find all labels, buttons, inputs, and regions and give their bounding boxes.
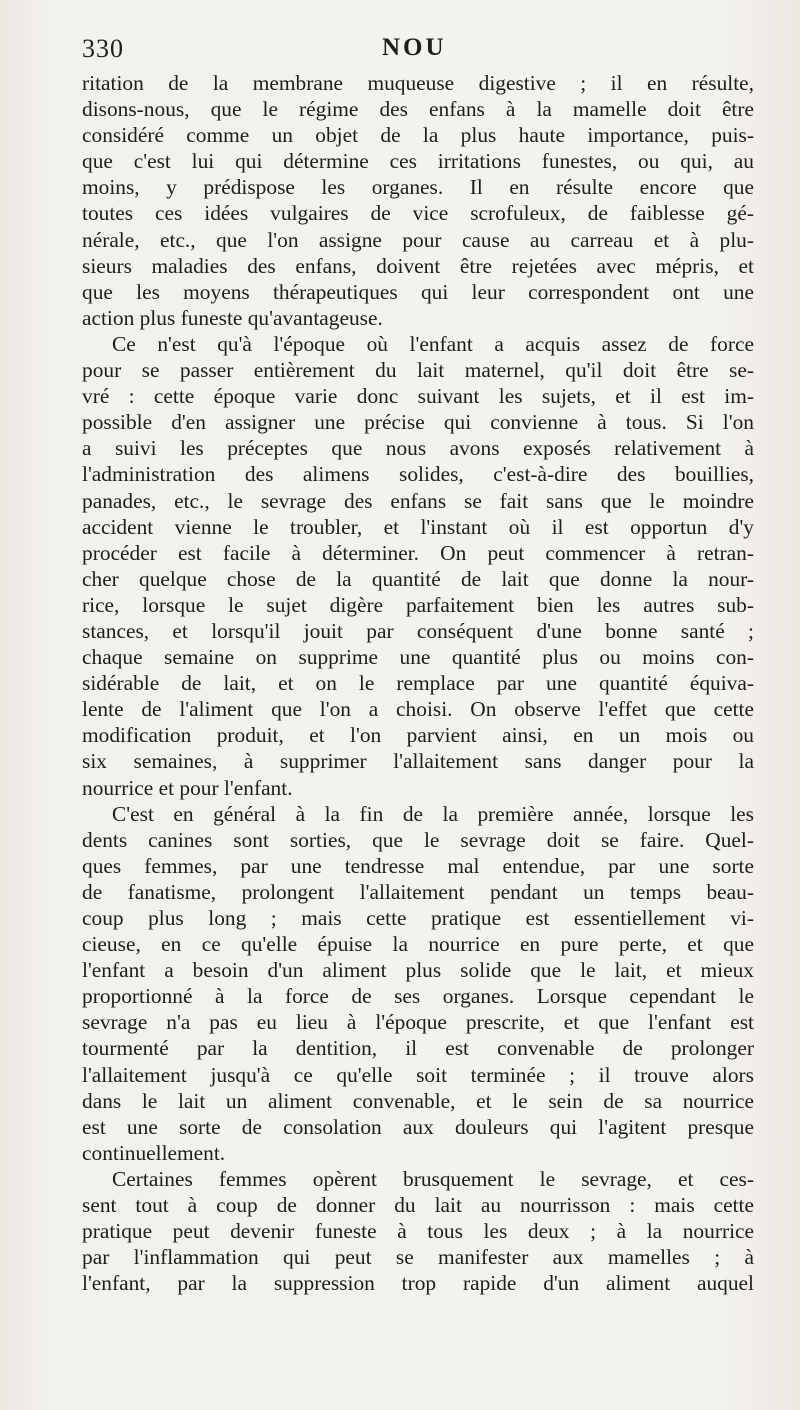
text-line: lente de l'aliment que l'on a choisi. On observe l'effet que cette xyxy=(82,697,754,722)
text-line: que les moyens thérapeutiques qui leur correspondent ont une xyxy=(82,279,754,304)
text-line: panades, etc., le sevrage des enfans se fait sans que le moindre xyxy=(82,488,754,513)
paragraph xyxy=(82,801,754,1166)
text-line: proportionné à la force de ses organes. Lorsque cependant le xyxy=(82,984,754,1009)
running-head: NOU xyxy=(382,34,447,61)
text-line: action plus funeste qu'avantageuse. xyxy=(82,305,383,330)
text-line: l'enfant a besoin d'un aliment plus solide que le lait, et mieux xyxy=(82,958,754,983)
text-line: stances, et lorsqu'il jouit par conséquent d'une bonne santé ; xyxy=(82,618,754,643)
text-line: a suivi les préceptes que nous avons exposés relativement à xyxy=(82,436,754,461)
text-line: modification produit, et l'on parvient ainsi, en un mois ou xyxy=(82,723,754,748)
paragraph xyxy=(82,1166,754,1296)
text-line: coup plus long ; mais cette pratique est essentiellement vi- xyxy=(82,906,754,930)
text-line: continuellement. xyxy=(82,1140,226,1165)
text-line: que c'est lui qui détermine ces irritations funestes, ou qui, au xyxy=(82,149,754,174)
body-text xyxy=(82,70,754,1296)
text-line: disons-nous, que le régime des enfans à la mamelle doit être xyxy=(82,97,754,122)
text-line: nourrice et pour l'enfant. xyxy=(82,775,293,800)
text-line: considéré comme un objet de la plus haute importance, puis- xyxy=(82,123,754,148)
paragraph xyxy=(82,331,754,801)
text-line: rice, lorsque le sujet digère parfaitement bien les autres sub- xyxy=(82,592,754,617)
text-line: pratique peut devenir funeste à tous les deux ; à la nourrice xyxy=(82,1219,754,1244)
text-line: l'allaitement jusqu'à ce qu'elle soit terminée ; il trouve alors xyxy=(82,1062,754,1087)
text-line: par l'inflammation qui peut se manifester aux mamelles ; à xyxy=(82,1245,754,1270)
text-line: accident vienne le troubler, et l'instant où il est opportun d'y xyxy=(82,514,754,539)
text-line: est une sorte de consolation aux douleurs qui l'agitent presque xyxy=(82,1114,754,1139)
text-line: ques femmes, par une tendresse mal entendue, par une sorte xyxy=(82,853,754,878)
text-line: sidérable de lait, et on le remplace par une quantité équiva- xyxy=(82,671,754,696)
text-line: moins, y prédispose les organes. Il en résulte encore que xyxy=(82,175,754,200)
text-line: sieurs maladies des enfans, doivent être rejetées avec mépris, et xyxy=(82,253,754,278)
text-line: dents canines sont sorties, que le sevrage doit se faire. Quel- xyxy=(82,827,754,852)
text-line: cieuse, en ce qu'elle épuise la nourrice en pure perte, et que xyxy=(82,932,754,957)
text-line: nérale, etc., que l'on assigne pour cause au carreau et à plu- xyxy=(82,227,754,252)
paragraph xyxy=(82,70,754,331)
text-line: C'est en général à la fin de la première année, lorsque les xyxy=(112,801,754,826)
text-line: sevrage n'a pas eu lieu à l'époque prescrite, et que l'enfant est xyxy=(82,1010,754,1035)
text-line: dans le lait un aliment convenable, et le sein de sa nourrice xyxy=(82,1088,754,1113)
text-line: Certaines femmes opèrent brusquement le sevrage, et ces- xyxy=(112,1166,754,1191)
text-line: sent tout à coup de donner du lait au nourrisson : mais cette xyxy=(82,1193,754,1218)
text-line: toutes ces idées vulgaires de vice scrofuleux, de faiblesse gé- xyxy=(82,201,754,226)
text-line: tourmenté par la dentition, il est convenable de prolonger xyxy=(82,1036,754,1061)
text-line: de fanatisme, prolongent l'allaitement pendant un temps beau- xyxy=(82,879,754,904)
text-line: cher quelque chose de la quantité de lait que donne la nour- xyxy=(82,566,754,591)
text-line: vré : cette époque varie donc suivant les sujets, et il est im- xyxy=(82,384,754,409)
text-line: procéder est facile à déterminer. On peut commencer à retran- xyxy=(82,540,754,565)
text-line: six semaines, à supprimer l'allaitement sans danger pour la xyxy=(82,749,754,774)
page-number: 330 xyxy=(82,34,124,63)
text-line: Ce n'est qu'à l'époque où l'enfant a acquis assez de force xyxy=(112,331,754,356)
text-line: pour se passer entièrement du lait maternel, qu'il doit être se- xyxy=(82,358,754,383)
text-line: possible d'en assigner une précise qui convienne à tous. Si l'on xyxy=(82,410,754,435)
text-line: l'enfant, par la suppression trop rapide d'un aliment auquel xyxy=(82,1271,754,1296)
page-header xyxy=(82,34,754,68)
text-line: l'administration des alimens solides, c'est-à-dire des bouillies, xyxy=(82,462,754,487)
text-line: chaque semaine on supprime une quantité plus ou moins con- xyxy=(82,645,754,670)
text-line: ritation de la membrane muqueuse digestive ; il en résulte, xyxy=(82,71,754,95)
